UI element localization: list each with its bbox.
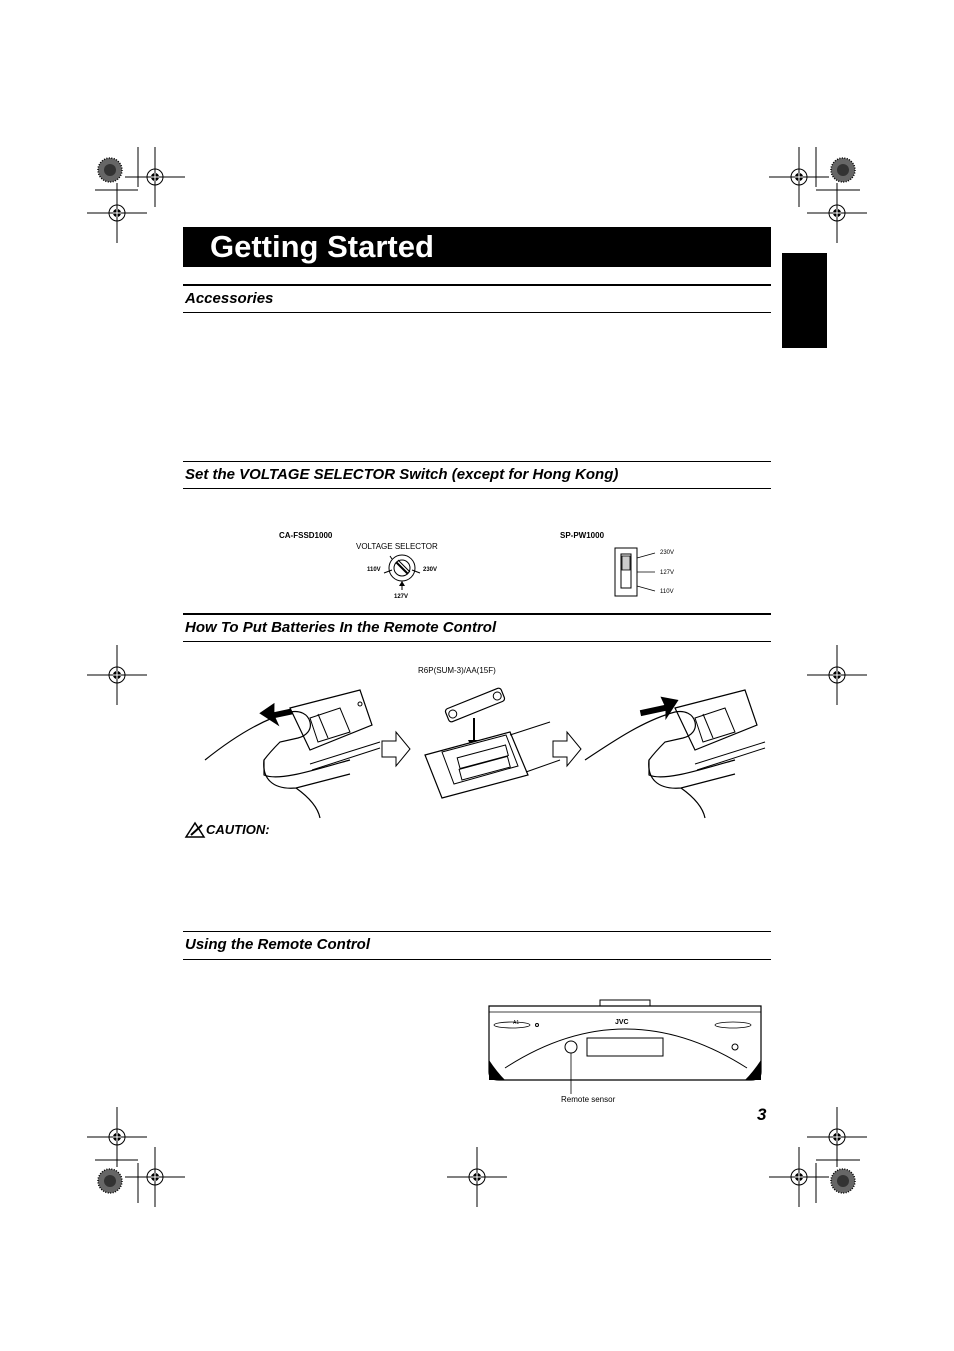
registration-mark-icon [87,183,147,243]
registration-mark-icon [125,147,185,207]
brand-logo: JVC [615,1019,629,1026]
model-label-left: CA-FSSD1000 [279,531,333,540]
registration-mark-icon [769,147,829,207]
registration-mark-icon [87,1107,147,1167]
section-rule-top [183,931,771,932]
battery-step-2-drawing [420,680,560,800]
registration-mark-icon [807,645,867,705]
section-rule-bottom [183,312,771,313]
voltage-127-label: 127V [394,594,409,600]
voltage-230-label: 230V [423,567,438,573]
main-unit-drawing [485,1000,775,1120]
section-rule-top [183,461,771,462]
battery-step-1-drawing [200,690,380,820]
caution-icon [185,822,205,838]
heading-accessories: Accessories [185,290,274,307]
language-side-tab [782,253,827,348]
arrow-right-icon [553,732,583,768]
section-rule-top [183,613,771,615]
caution-heading: CAUTION: [206,822,270,837]
remote-sensor-label: Remote sensor [561,1095,616,1104]
section-rule-bottom [183,959,771,960]
section-rule-bottom [183,488,771,489]
voltage-110-label: 110V [367,567,381,573]
switch-option-230: 230V [660,550,675,556]
voltage-dial-drawing [370,550,450,600]
heading-using-remote: Using the Remote Control [185,936,371,953]
model-label-right: SP-PW1000 [560,531,605,540]
battery-type-label: R6P(SUM-3)/AA(15F) [418,666,496,675]
registration-mark-icon [807,1107,867,1167]
switch-option-127: 127V [660,570,675,576]
page-title: Getting Started [210,229,434,264]
heading-voltage-selector: Set the VOLTAGE SELECTOR Switch (except for Hong Kong) [185,466,619,483]
panel-mark: A1 [513,1020,520,1026]
section-rule-bottom [183,641,771,642]
color-target-icon [831,158,855,182]
color-target-icon [831,1169,855,1193]
registration-mark-icon [447,1147,507,1207]
switch-option-110: 110V [660,589,674,595]
arrow-right-icon [382,732,412,768]
registration-mark-icon [769,1147,829,1207]
registration-mark-icon [125,1147,185,1207]
section-rule-top [183,284,771,286]
battery-step-3-drawing [585,690,765,820]
slide-switch-drawing [615,548,685,598]
page-number: 3 [757,1105,767,1124]
color-target-icon [98,158,122,182]
heading-batteries: How To Put Batteries In the Remote Control [185,619,497,636]
color-target-icon [98,1169,122,1193]
registration-mark-icon [87,645,147,705]
voltage-selector-label: VOLTAGE SELECTOR [356,542,438,551]
registration-mark-icon [807,183,867,243]
